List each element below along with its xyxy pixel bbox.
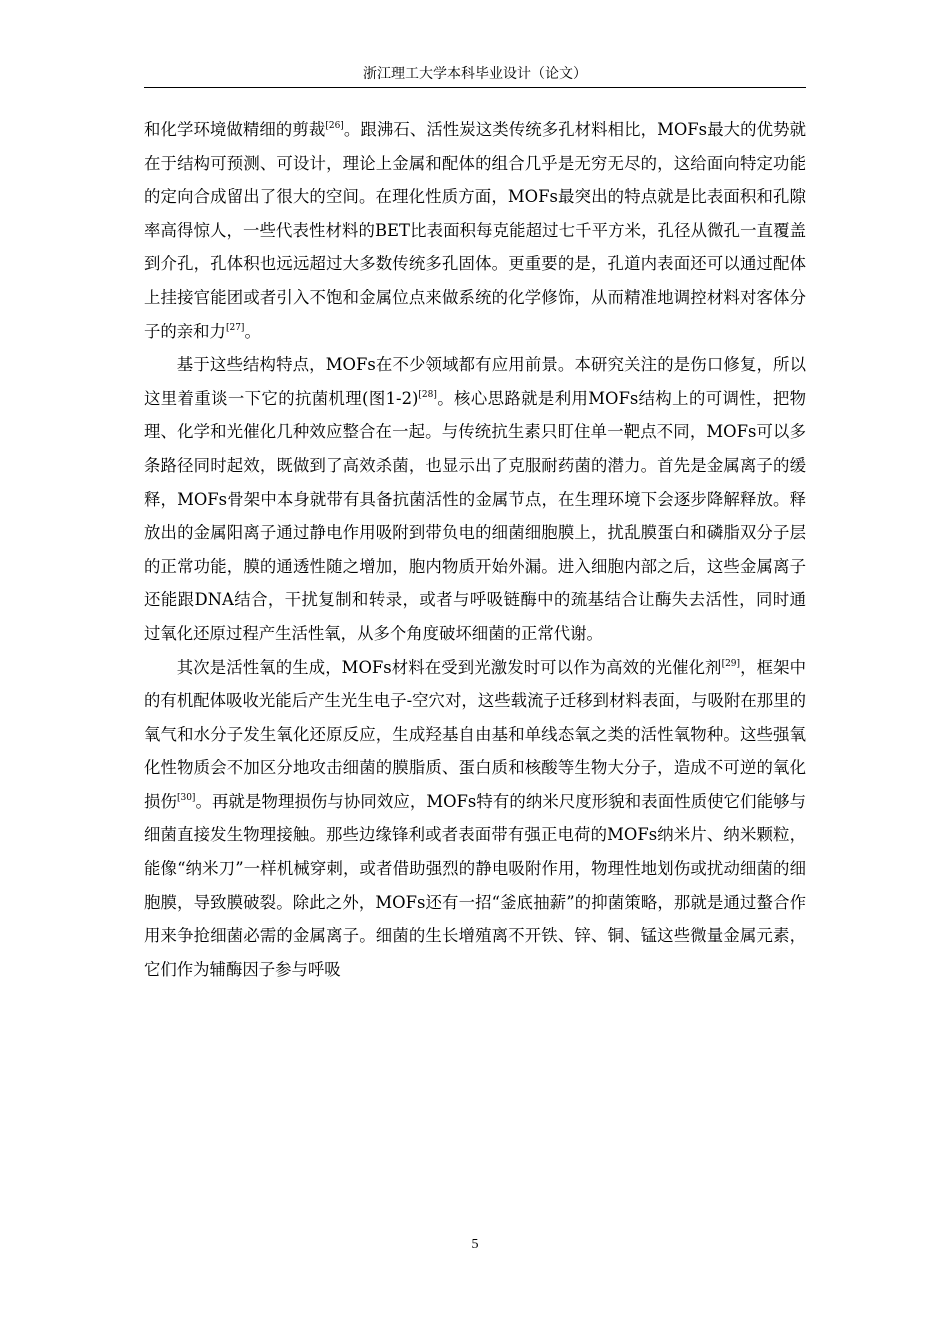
- citation-30[interactable]: [30]: [176, 792, 196, 803]
- text-run: 基于这些结构特点，MOFs在不少领域都有应用前景。本研究关注的是伤口修复，所以这里着重谈一下它的抗菌机理(图1-2): [144, 355, 806, 408]
- citation-28[interactable]: [28]: [418, 389, 437, 400]
- text-run: 。核心思路就是利用MOFs结构上的可调性，把物理、化学和光催化几种效应整合在一起。与传统抗生素只盯住单一靶点不同，MOFs可以多条路径同时起效，既做到了高效杀菌，也显示出了克服耐药菌的潜力。首先是金属离子的缓释，MOFs骨架中本身就带有具备抗菌活性的金属节点，在生理环境下会逐步降解释放。释放出的金属阳离子通过静电作用吸附到带负电的细菌细胞膜上，扰乱膜蛋白和磷脂双分子层的正常功能，膜的通透性随之增加，胞内物质开始外漏。进入细胞内部之后，这些金属离子还能跟DNA结合，干扰复制和转录，或者与呼吸链酶中的巯基结合让酶失去活性，同时通过氧化还原过程产生活性氧，从多个角度破坏细菌的正常代谢。: [144, 388, 806, 643]
- text-run: ，框架中的有机配体吸收光能后产生光生电子-空穴对，这些载流子迁移到材料表面，与吸附在那里的氧气和水分子发生氧化还原反应，生成羟基自由基和单线态氧之类的活性氧物种。这些强氧化性物质会不加区分地攻击细菌的膜脂质、蛋白质和核酸等生物大分子，造成不可逆的氧化损伤: [144, 657, 807, 811]
- text-run: 其次是活性氧的生成，MOFs材料在受到光激发时可以作为高效的光催化剂: [176, 657, 722, 677]
- paragraph-1: [144, 113, 806, 348]
- citation-29[interactable]: [29]: [721, 658, 741, 669]
- page-number: 5: [471, 1237, 479, 1252]
- paragraph-2: [144, 348, 806, 650]
- text-run: 。: [244, 321, 261, 341]
- body-text: [144, 113, 806, 986]
- citation-27[interactable]: [27]: [225, 322, 245, 333]
- paragraph-3: [144, 651, 806, 987]
- text-run: 。再就是物理损伤与协同效应，MOFs特有的纳米尺度形貌和表面性质使它们能够与细菌直接发生物理接触。那些边缘锋利或者表面带有强正电荷的MOFs纳米片、纳米颗粒，能像“纳米刀”一样机械穿刺，或者借助强烈的静电吸附作用，物理性地划伤或扰动细菌的细胞膜，导致膜破裂。除此之外，MOFs还有一招“釜底抽薪”的抑菌策略，那就是通过螯合作用来争抢细菌必需的金属离子。细菌的生长增殖离不开铁、锌、铜、锰这些微量金属元素，它们作为辅酶因子参与呼吸: [144, 791, 806, 979]
- citation-26[interactable]: [26]: [325, 121, 344, 131]
- text-run: 。跟沸石、活性炭这类传统多孔材料相比，MOFs最大的优势就在于结构可预测、可设计，理论上金属和配体的组合几乎是无穷无尽的，这给面向特定功能的定向合成留出了很大的空间。在理化性质方面，MOFs最突出的特点就是比表面积和孔隙率高得惊人，一些代表性材料的BET比表面积每克能超过七千平方米，孔径从微孔一直覆盖到介孔，孔体积也远远超过大多数传统多孔固体。更重要的是，孔道内表面还可以通过配体上挂接官能团或者引入不饱和金属位点来做系统的化学修饰，从而精准地调控材料对客体分子的亲和力: [144, 120, 806, 341]
- running-header: 浙江理工大学本科毕业设计（论文）: [363, 66, 587, 82]
- text-run: 和化学环境做精细的剪裁: [144, 120, 326, 139]
- header-divider: [144, 87, 806, 88]
